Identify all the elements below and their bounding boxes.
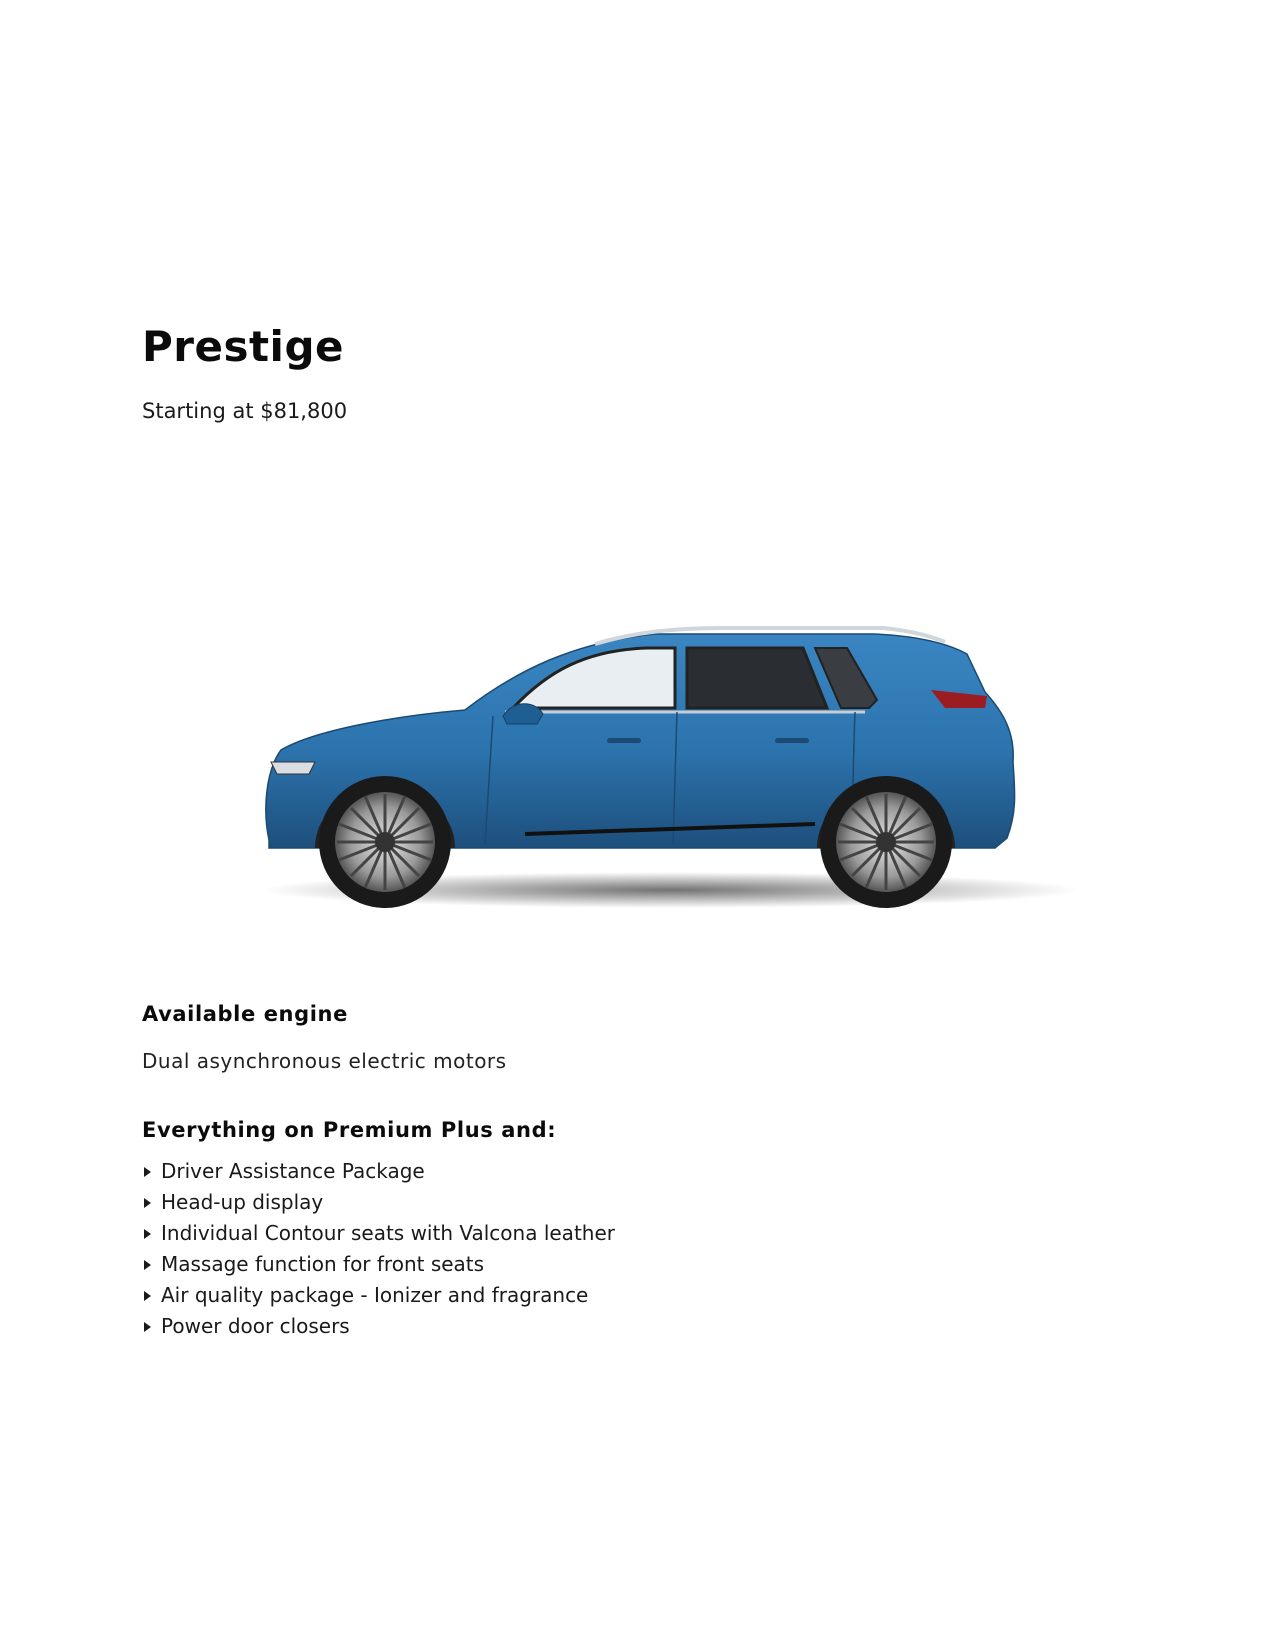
feature-label: Individual Contour seats with Valcona leather <box>161 1221 615 1245</box>
feature-label: Power door closers <box>161 1314 350 1338</box>
feature-item <box>142 1218 615 1249</box>
car-image <box>255 612 1075 912</box>
feature-item <box>142 1156 615 1187</box>
triangle-bullet-icon <box>144 1322 151 1332</box>
triangle-bullet-icon <box>144 1167 151 1177</box>
engine-value: Dual asynchronous electric motors <box>142 1049 507 1073</box>
trim-title: Prestige <box>142 322 345 371</box>
feature-item <box>142 1249 615 1280</box>
feature-label: Massage function for front seats <box>161 1252 485 1276</box>
triangle-bullet-icon <box>144 1229 151 1239</box>
triangle-bullet-icon <box>144 1198 151 1208</box>
feature-list <box>142 1156 615 1342</box>
features-heading: Everything on Premium Plus and: <box>142 1118 557 1142</box>
feature-item <box>142 1187 615 1218</box>
feature-label: Driver Assistance Package <box>161 1159 425 1183</box>
feature-item <box>142 1311 615 1342</box>
triangle-bullet-icon <box>144 1260 151 1270</box>
starting-price: Starting at $81,800 <box>142 399 348 423</box>
feature-label: Head-up display <box>161 1190 324 1214</box>
feature-item <box>142 1280 615 1311</box>
feature-label: Air quality package - Ionizer and fragrance <box>161 1283 589 1307</box>
engine-heading: Available engine <box>142 1002 348 1026</box>
triangle-bullet-icon <box>144 1291 151 1301</box>
